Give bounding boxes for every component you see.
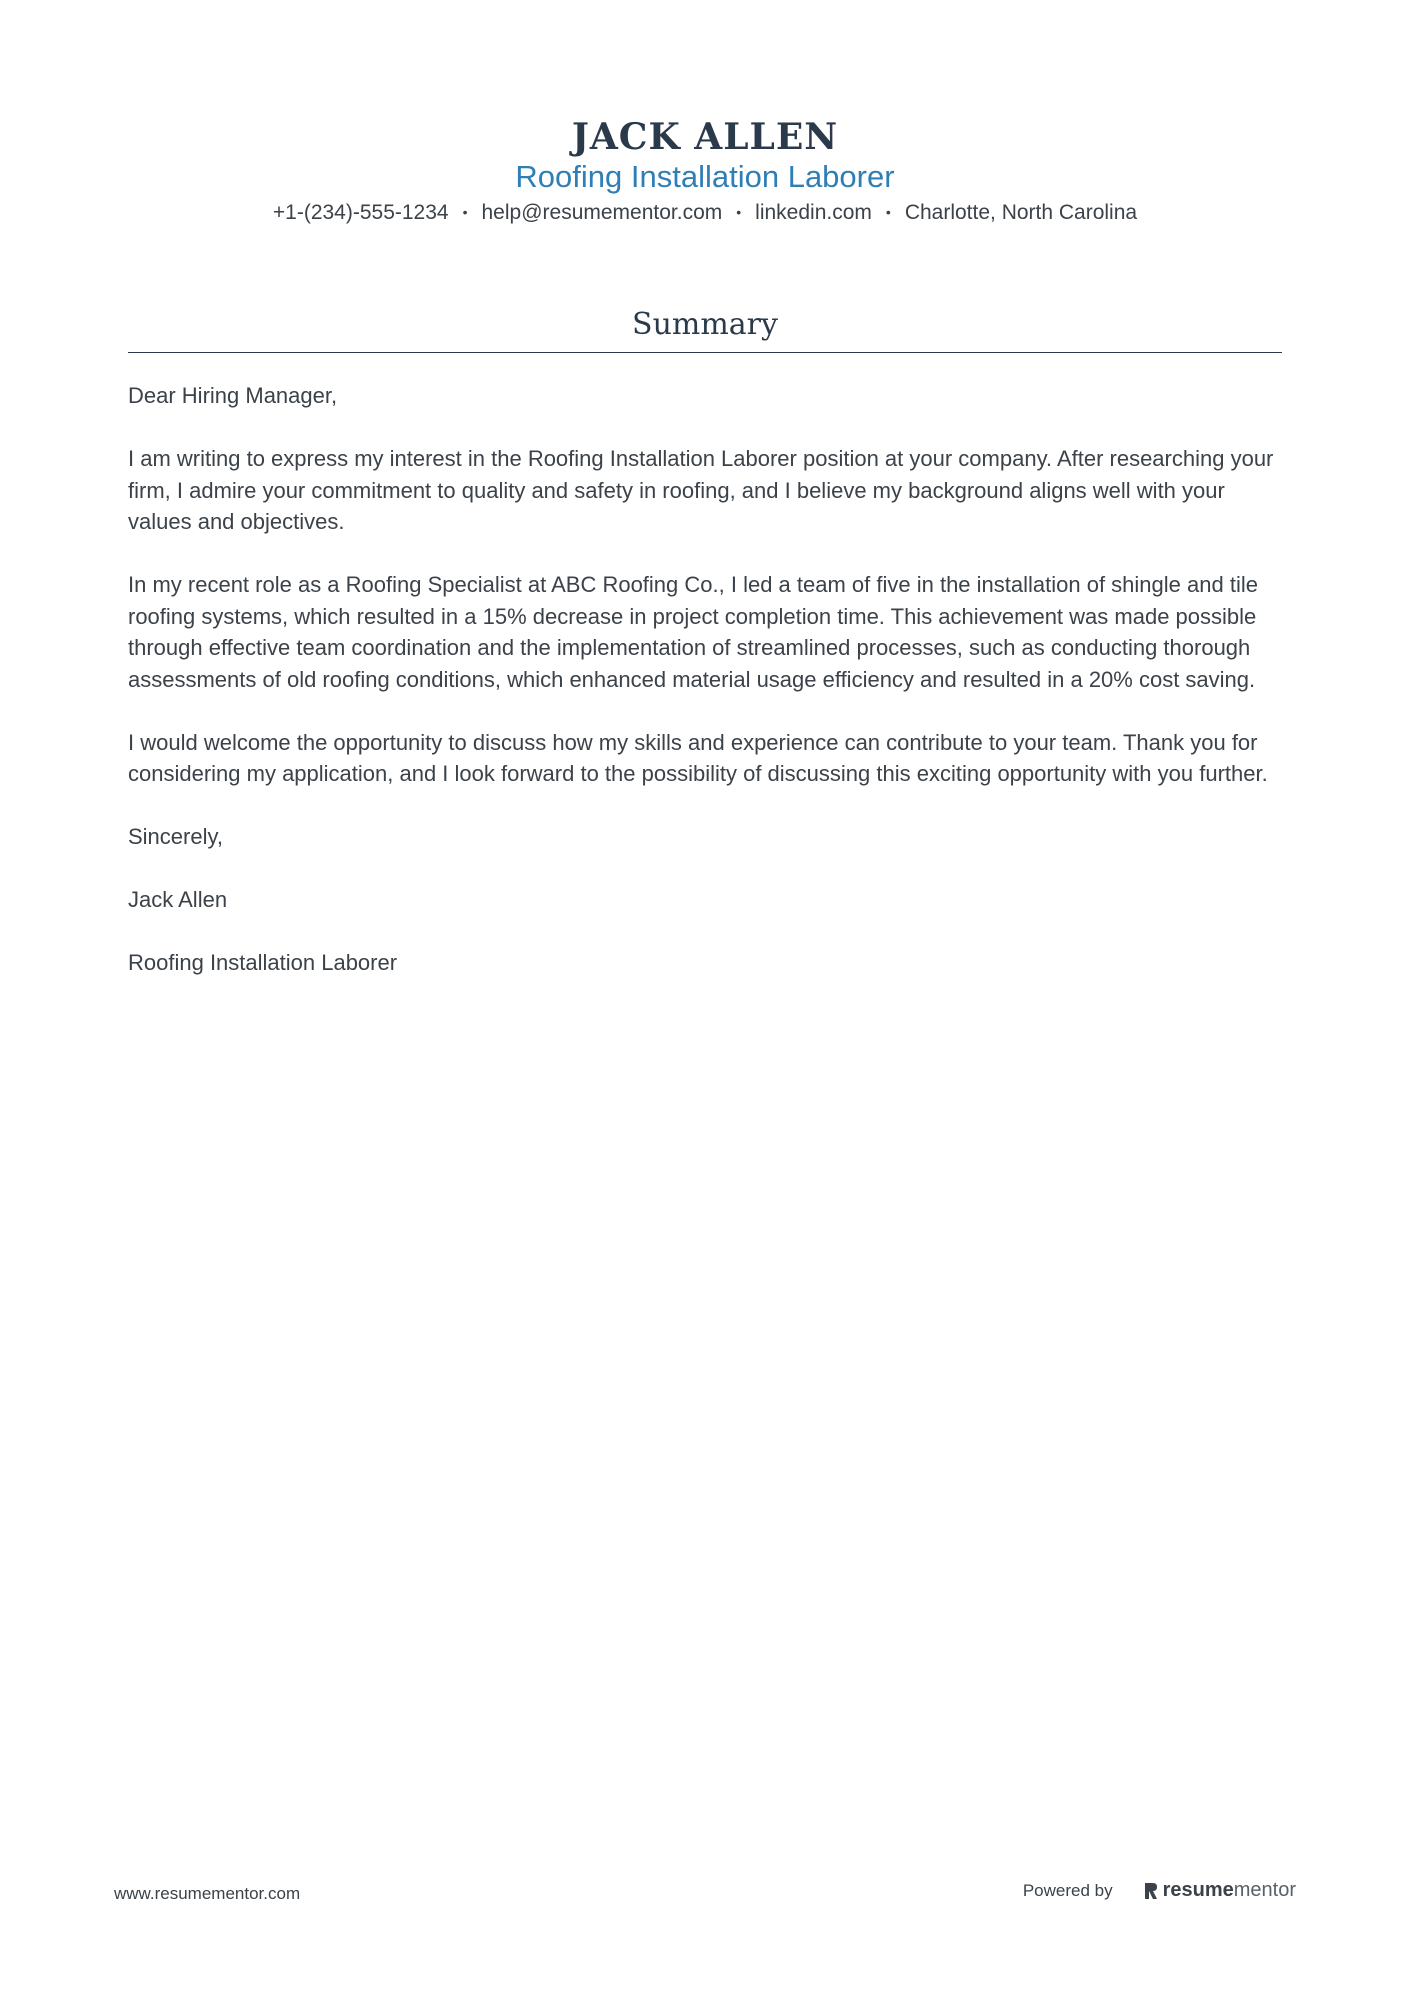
contact-phone: +1-(234)-555-1234 [272,201,449,224]
letter-closing: Sincerely, [128,824,223,849]
letter-paragraph-1: I am writing to express my interest in the Roofing Installation Laborer position at your company. After researching your firm, I admire your commitment to quality and safety in roofing, and I believe my background aligns well with your values and objectives. [128,446,1274,534]
letter-body [128,380,1288,1010]
resumementor-logo-icon [1143,1881,1159,1901]
contact-linkedin[interactable]: linkedin.com [755,201,872,224]
header [0,115,1410,228]
letter-paragraph-2: In my recent role as a Roofing Specialist at ABC Roofing Co., I led a team of five in the installation of shingle and tile roofing systems, which resulted in a 15% decrease in project completion time. This achievement was made possible through effective team coordination and the implementation of streamlined processes, such as conducting thorough assessments of old roofing conditions, which enhanced material usage efficiency and resulted in a 20% cost saving. [128,572,1258,692]
letter-paragraph-3: I would welcome the opportunity to discuss how my skills and experience can contribute to your team. Thank you for considering my application, and I look forward to the possibility of discussing this exciting opportunity with you further. [128,729,1268,786]
signature-title: Roofing Installation Laborer [128,950,398,975]
job-title: Roofing Installation Laborer [515,159,895,194]
footer-website-link[interactable]: www.resumementor.com [114,1884,301,1903]
letter-greeting: Dear Hiring Manager, [128,383,338,408]
separator-dot: • [462,204,468,220]
contact-line [0,197,1410,228]
signature-name: Jack Allen [128,887,228,912]
applicant-name: JACK ALLEN [571,116,839,158]
brand-text-bold: resume [1162,1879,1234,1901]
brand-text-light: mentor [1233,1879,1296,1901]
section-divider [128,352,1282,353]
resumementor-logo[interactable] [1143,1879,1296,1902]
separator-dot: • [736,204,742,220]
separator-dot: • [885,204,891,220]
section-title-summary: Summary [632,307,778,342]
powered-by-label: Powered by [1022,1880,1113,1900]
contact-location: Charlotte, North Carolina [904,201,1138,224]
contact-email[interactable]: help@resumementor.com [481,201,723,224]
footer-branding [1023,1879,1296,1902]
